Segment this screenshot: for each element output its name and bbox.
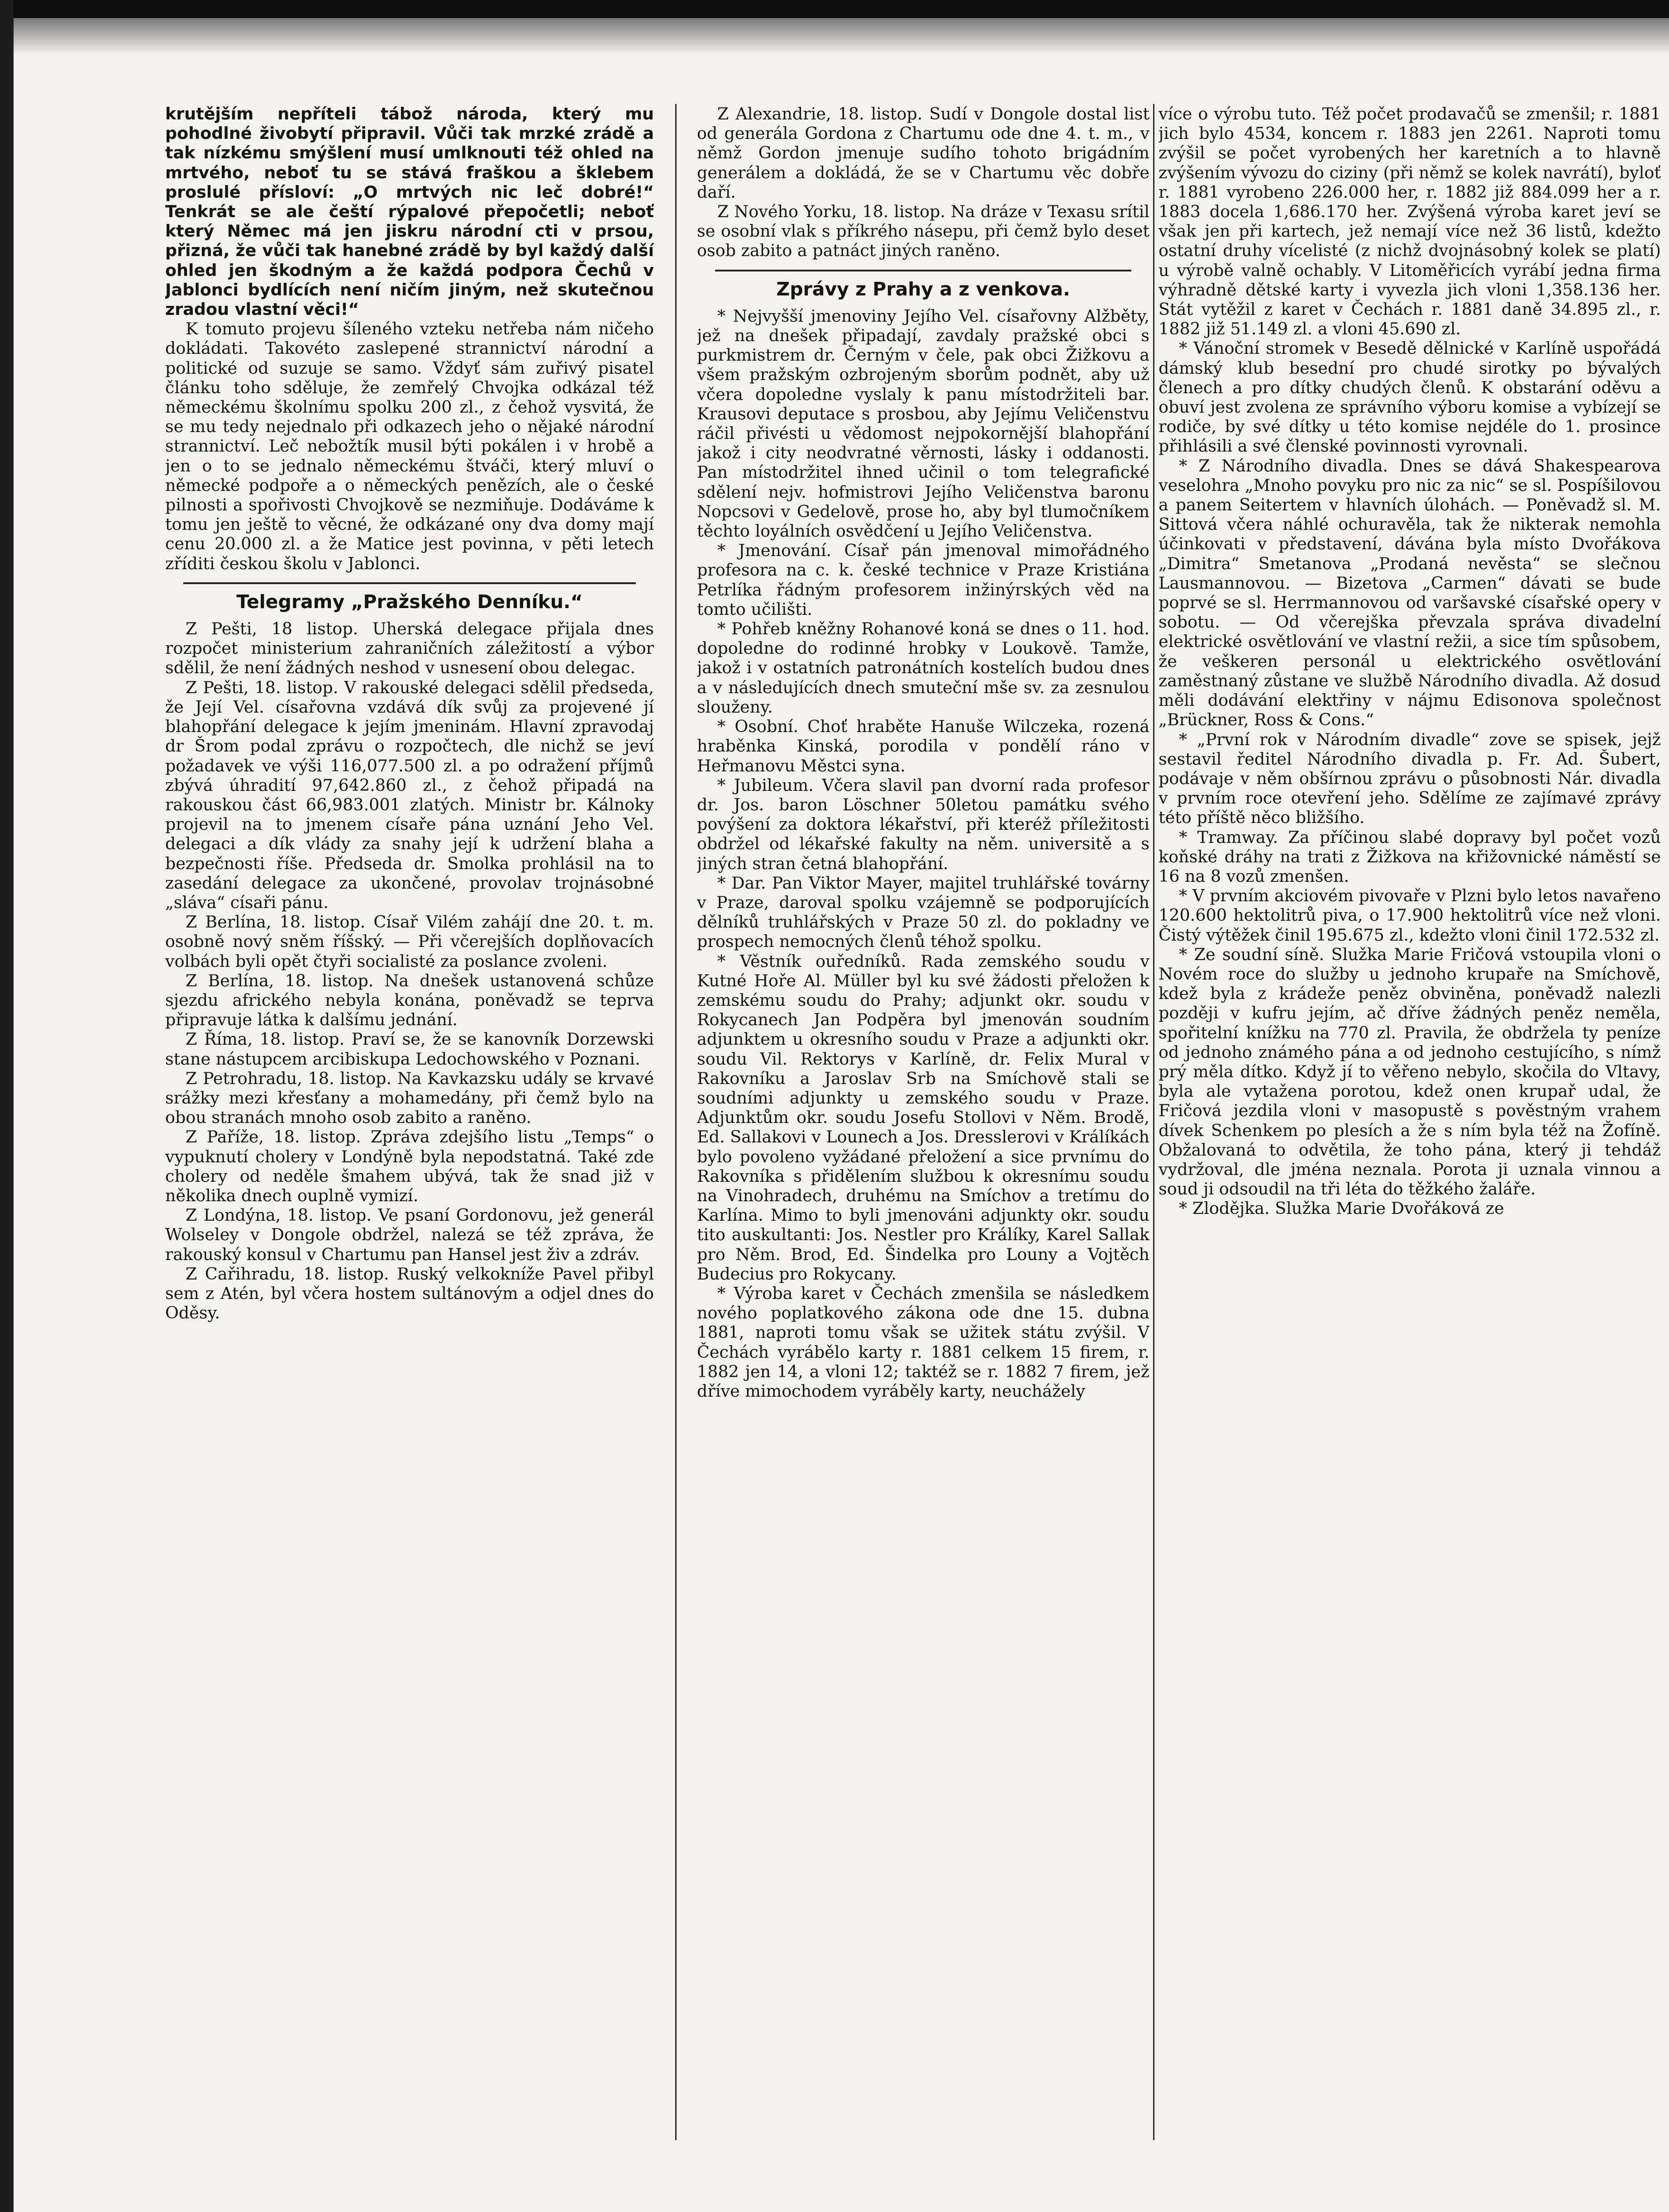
- news-item: * „První rok v Národním divadle“ zove se spisek, jejž sestavil ředitel Národního divadla p. Fr. Ad. Šubert, podávaje v něm obšírnou zprávu o působnosti Nár. divadla v prvním roce otevření jeho. Sdělíme ze zajímavé zprávy této příště něco bližšího.: [1159, 729, 1661, 828]
- column-1: [165, 104, 654, 2167]
- telegram-item: Z Nového Yorku, 18. listop. Na dráze v Texasu srítil se osobní vlak s příkrého násepu, při čemž bylo deset osob zabito a patnáct jiných raněno.: [697, 202, 1149, 261]
- telegram-item: Z Paříže, 18. listop. Zpráva zdejšího listu „Temps“ o vypuknutí cholery v Londýně byla nepodstatná. Také zde cholery od neděle šmahem ubývá, tak že snad již v několika dnech ouplně vymizí.: [165, 1127, 654, 1205]
- telegram-item: Z Berlína, 18. listop. Na dnešek ustanovená schůze sjezdu afrického nebyla konána, poněvadž se teprva připravuje látka k dalšímu jednání.: [165, 970, 654, 1030]
- telegram-item: Z Pešti, 18. listop. V rakouské delegaci sdělil předseda, že Její Vel. císařovna vzdává dík svůj za projevené jí blahopřání delegace k jejím jmeninám. Hlavní zpravodaj dr Šrom podal zprávu o rozpočtech, dle nichž se jeví požadavek ve výši 116,077.500 zl. a po odražení příjmů zbývá úhradití 97,642.860 zl., z čehož připadá na rakouskou část 66,983.001 zlatých. Ministr br. Kálnoky projevil na to jmenem císaře pána uznání Jeho Vel. delegaci a dík vlády za snahy její k udržení blaha a bezpečnosti říše. Předseda dr. Smolka prohlásil na to zasedání delegace za ukončené, provolav trojnásobné „sláva“ císaři pánu.: [165, 677, 654, 912]
- news-item-continuation: více o výrobu tuto. Též počet prodavačů se zmenšil; r. 1881 jich bylo 4534, koncem r. 1883 jen 2261. Naproti tomu zvýšil se počet vyrobených her karetních a to hlavně zvýšením vývozu do ciziny (při němž se kolek navrátí), byloť r. 1881 vyrobeno 226.000 her, r. 1882 již 884.099 her a r. 1883 docela 1,686.170 her. Zvýšená výroba karet jeví se však jen při kartech, jež nemají více než 36 listů, kdežto ostatní druhy vícelisté (z nichž dvojnásobný kolek se platí) u výrobě valně ochably. V Litoměřicích vyrábí jedna firma výhradně dětské karty i vyvezla jich vloni 1,358.136 her. Stát vytěžil z karet v Čechách r. 1881 daně 34.895 zl., r. 1882 již 51.149 zl. a vloni 45.690 zl.: [1159, 104, 1661, 339]
- news-item: * Vánoční stromek v Besedě dělnické v Karlíně uspořádá dámský klub besední pro chudé sirotky po bývalých členech a pro dítky chudých členů. K obstarání oděvu a obuví jest zvolena ze správního výboru komise a vybízejí se rodiče, by své dítky u této komise nejdéle do 1. prosince přihlásili a své členské povinnosti vyrovnali.: [1159, 338, 1661, 456]
- news-item: * Jubileum. Včera slavil pan dvorní rada profesor dr. Jos. baron Löschner 50letou památku svého povýšení za doktora lékařství, při kteréž příležitosti obdržel od lékařské fakulty na něm. universitě a s jiných stran četná blahopřání.: [697, 775, 1149, 873]
- scan-top-edge: [0, 0, 1669, 18]
- news-item: * Jmenování. Císař pán jmenoval mimořádného profesora na c. k. české technice v Praze Kristiána Petrlíka řádným profesorem inžinýrských věd na tomto učilišti.: [697, 541, 1149, 619]
- article-paragraph: K tomuto projevu šíleného vzteku netřeba nám ničeho dokládati. Takovéto zaslepené strannictví národní a politické od suzuje se samo. Vždyť sám zuřivý pisatel článku toho sděluje, že zemřelý Chvojka odkázal též německému školnímu spolku 200 zl., z čehož vysvitá, že se mu tedy nejednalo při odkazech jeho o nějaké národní strannictví. Leč nebožtík musil býti pokálen i v hrobě a jen o to se jednalo německému štváči, který mluví o německé podpoře a o německých penězích, ale o české pilnosti a spořivosti Chvojkově se nezmiňuje. Dodáváme k tomu jen ještě to věcné, že odkázané ony dva domy mají cenu 20.000 zl. a že Matice jest povinna, v pěti letech zříditi českou školu v Jablonci.: [165, 319, 654, 573]
- column-rule-2: [1153, 104, 1154, 2140]
- column-3: [1159, 104, 1661, 2167]
- section-rule: [715, 270, 1131, 271]
- news-item: * Výroba karet v Čechách zmenšila se následkem nového poplatkového zákona ode dne 15. dubna 1881, naproti tomu však se užitek státu zvýšil. V Čechách vyrábělo karty r. 1881 celkem 15 firem, r. 1882 jen 14, a vloni 12; taktéž se r. 1882 7 firem, jež dříve mimochodem vyráběly karty, neuchážely: [697, 1283, 1149, 1401]
- news-item: * Pohřeb kněžny Rohanové koná se dnes o 11. hod. dopoledne do rodinné hrobky v Loukově. Tamže, jakož i v ostatních patronátních kostelích budou dnes a v následujících dnech smuteční mše sv. za zesnulou slouženy.: [697, 619, 1149, 717]
- scan-top-shadow: [0, 18, 1669, 54]
- scan-left-edge: [0, 0, 14, 2212]
- news-section-heading: Zprávy z Prahy a z venkova.: [776, 278, 1070, 300]
- telegram-item: Z Alexandrie, 18. listop. Sudí v Dongole dostal list od generála Gordona z Chartumu ode dne 4. t. m., v němž Gordon jmenuje sudího tohoto brigádním generálem a dokládá, že se v Chartumu věc dobře daří.: [697, 104, 1149, 202]
- telegram-item: Z Berlína, 18. listop. Císař Vilém zahájí dne 20. t. m. osobně nový sněm říšský. — Při včerejších doplňovacích volbách byli opět čtyři socialisté za poslance zvoleni.: [165, 912, 654, 971]
- news-item: * Zlodějka. Služka Marie Dvořáková ze: [1179, 1199, 1504, 1218]
- news-item: * Ze soudní síně. Služka Marie Fričová vstoupila vloni o Novém roce do služby u jednoho krupaře na Smíchově, kdež byla z krádeže peněz obviněna, poněvadž nalezli později v kufru jejím, ač dříve žádných peněz neměla, spořitelní knížku na 770 zl. Pravila, že obdržela ty peníze od jednoho známého pána a od jednoho cestujícího, s nímž prý měla dítko. Když jí to věřeno nebylo, skočila do Vltavy, byla ale vytažena porotou, kdež onen krupař udal, že Fričová jezdila vloni v masopustě s pověstným vrahem dívek Schenkem po plesích a že s ním byla též na Žofíně. Obžalovaná to odvětila, že toho pána, který ji tehdáž vydržoval, dle jména neznala. Porota ji uznala vinnou a soud ji odsoudil na tři léta do těžkého žaláře.: [1159, 944, 1661, 1199]
- news-item: * V prvním akciovém pivovaře v Plzni bylo letos navařeno 120.600 hektolitrů piva, o 17.900 hektolitrů více než vloni. Čistý výtěžek činil 195.675 zl., kdežto vloni činil 172.532 zl.: [1159, 886, 1661, 945]
- section-rule: [183, 582, 636, 584]
- news-item: * Věstník ouředníků. Rada zemského soudu v Kutné Hoře Al. Müller byl ku své žádosti přeložen k zemskému soudu do Prahy; adjunkt okr. soudu v Rokycanech Jan Podpěra byl jmenován soudním adjunktem u okresního soudu v Praze a adjunkti okr. soudu Vil. Rektorys v Karlíně, dr. Felix Mural v Rakovníku a Jaroslav Srb na Smíchově stali se soudními adjunkty u zemského soudu v Praze. Adjunktům okr. soudu Josefu Stollovi v Něm. Brodě, Ed. Sallakovi v Lounech a Jos. Dresslerovi v Králíkách bylo povoleno vyžádané přeložení a sice prvnímu do Rakovníka s přidělením službou k okresnímu soudu na Vinohradech, druhému na Smíchov a tretímu do Karlína. Mimo to byli jmenováni adjunkty okr. soudu tito auskultanti: Jos. Nestler pro Králíky, Karel Sallak pro Něm. Brod, Ed. Šindelka pro Louny a Vojtěch Budecius pro Rokycany.: [697, 951, 1149, 1284]
- column-2: [697, 104, 1149, 2167]
- news-item: * Nejvyšší jmenoviny Jejího Vel. císařovny Alžběty, jež na dnešek připadají, zavdaly pražské obci s purkmistrem dr. Černým v čele, pak obci Žižkovu a všem pražským ozbrojeným sborům podnět, aby už včera dopoledne vyslaly k panu místodržiteli bar. Krausovi deputace s prosbou, aby Jejímu Veličenstvu ráčil přivésti u vědomost nejpokornější blahopřání jakož i city neodvratné věrnosti, lásky i oddanosti. Pan místodržitel ihned učinil o tom telegrafické sdělení nejv. hofmistrovi Jejího Veličenstva baronu Nopcsovi v Gedelově, prose ho, aby byl tlumočníkem těchto loyálních osvědčení u Jejího Veličenstva.: [697, 306, 1149, 541]
- telegram-item: Z Říma, 18. listop. Praví se, že se kanovník Dorzewski stane nástupcem arcibiskupa Ledochowského v Poznani.: [165, 1029, 654, 1069]
- telegram-item: Z Cařihradu, 18. listop. Ruský velkokníže Pavel přibyl sem z Atén, byl včera hostem sultánovým a odjel dnes do Oděsy.: [165, 1264, 654, 1323]
- telegram-item: Z Pešti, 18 listop. Uherská delegace přijala dnes rozpočet ministerium zahraničních záležitostí a výbor sdělil, že není žádných neshod v usnesení obou delegac.: [165, 619, 654, 678]
- news-item: * Osobní. Choť hraběte Hanuše Wilczeka, rozená hraběnka Kinská, porodila v pondělí ráno v Heřmanovu Městci syna.: [697, 717, 1149, 775]
- telegram-item: Z Londýna, 18. listop. Ve psaní Gordonovu, jež generál Wolseley v Dongole obdržel, nalezá se též zpráva, že rakouský konsul v Chartumu pan Hansel jest živ a zdráv.: [165, 1205, 654, 1264]
- news-item: * Tramway. Za příčinou slabé dopravy byl počet vozů koňské dráhy na trati z Žižkova na křižovnické náměstí se 16 na 8 vozů zmenšen.: [1159, 827, 1661, 886]
- news-item: * Dar. Pan Viktor Mayer, majitel truhlářské továrny v Praze, daroval spolku vzájemně se podporujících dělníků truhlářských v Praze 50 zl. do pokladny ve prospech nemocných členů téhož spolku.: [697, 873, 1149, 951]
- column-rule-1: [675, 104, 677, 2140]
- news-item: * Z Národního divadla. Dnes se dává Shakespearova veselohra „Mnoho povyku pro nic za nic“ se sl. Pospíšilovou a panem Seitertem v hlavních úlohách. — Poněvadž sl. M. Sittová včera náhlé ochuravěla, tak že nikterak nemohla účinkovati v představení, dávána byla místo Dvořákova „Dimitra“ Smetanova „Prodaná nevěsta“ se slečnou Lausmannovou. — Bizetova „Carmen“ dávati se bude poprvé se sl. Herrmannovou od varšavské císařské opery v sobotu. — Od včerejška převzala správa divadelní elektrické osvětlování ve vlastní režii, a sice tím spůsobem, že veškeren personál u elektrického osvětlování zaměstnaný zůstane ve službě Národního divadla. Až dosud měli dodávání elektřiny v nájmu Edisonova společnost „Brückner, Ross & Cons.“: [1159, 456, 1661, 730]
- telegram-section-heading: Telegramy „Pražského Denníku.“: [236, 590, 583, 613]
- article-continuation: krutějším nepříteli tábož národa, který mu pohodlné živobytí připravil. Vůči tak mrzké zrádě a tak nízkému smýšlení musí umlknouti též ohled na mrtvého, neboť tu se stává fraškou a šklebem proslulé přísloví: „O mrtvých nic leč dobré!“ Tenkrát se ale čeští rýpalové přepočetli; neboť který Němec má jen jiskru národní cti v prsou, přizná, že vůči tak hanebné zrádě by byl každý další ohled jen škodným a že každá podpora Čechů v Jablonci bydlících není ničím jiným, než skutečnou zradou vlastní věci!“: [165, 104, 654, 319]
- telegram-item: Z Petrohradu, 18. listop. Na Kavkazsku udály se krvavé srážky mezi křesťany a mohamedány, při čemž bylo na obou stranách mnoho osob zabito a raněno.: [165, 1068, 654, 1127]
